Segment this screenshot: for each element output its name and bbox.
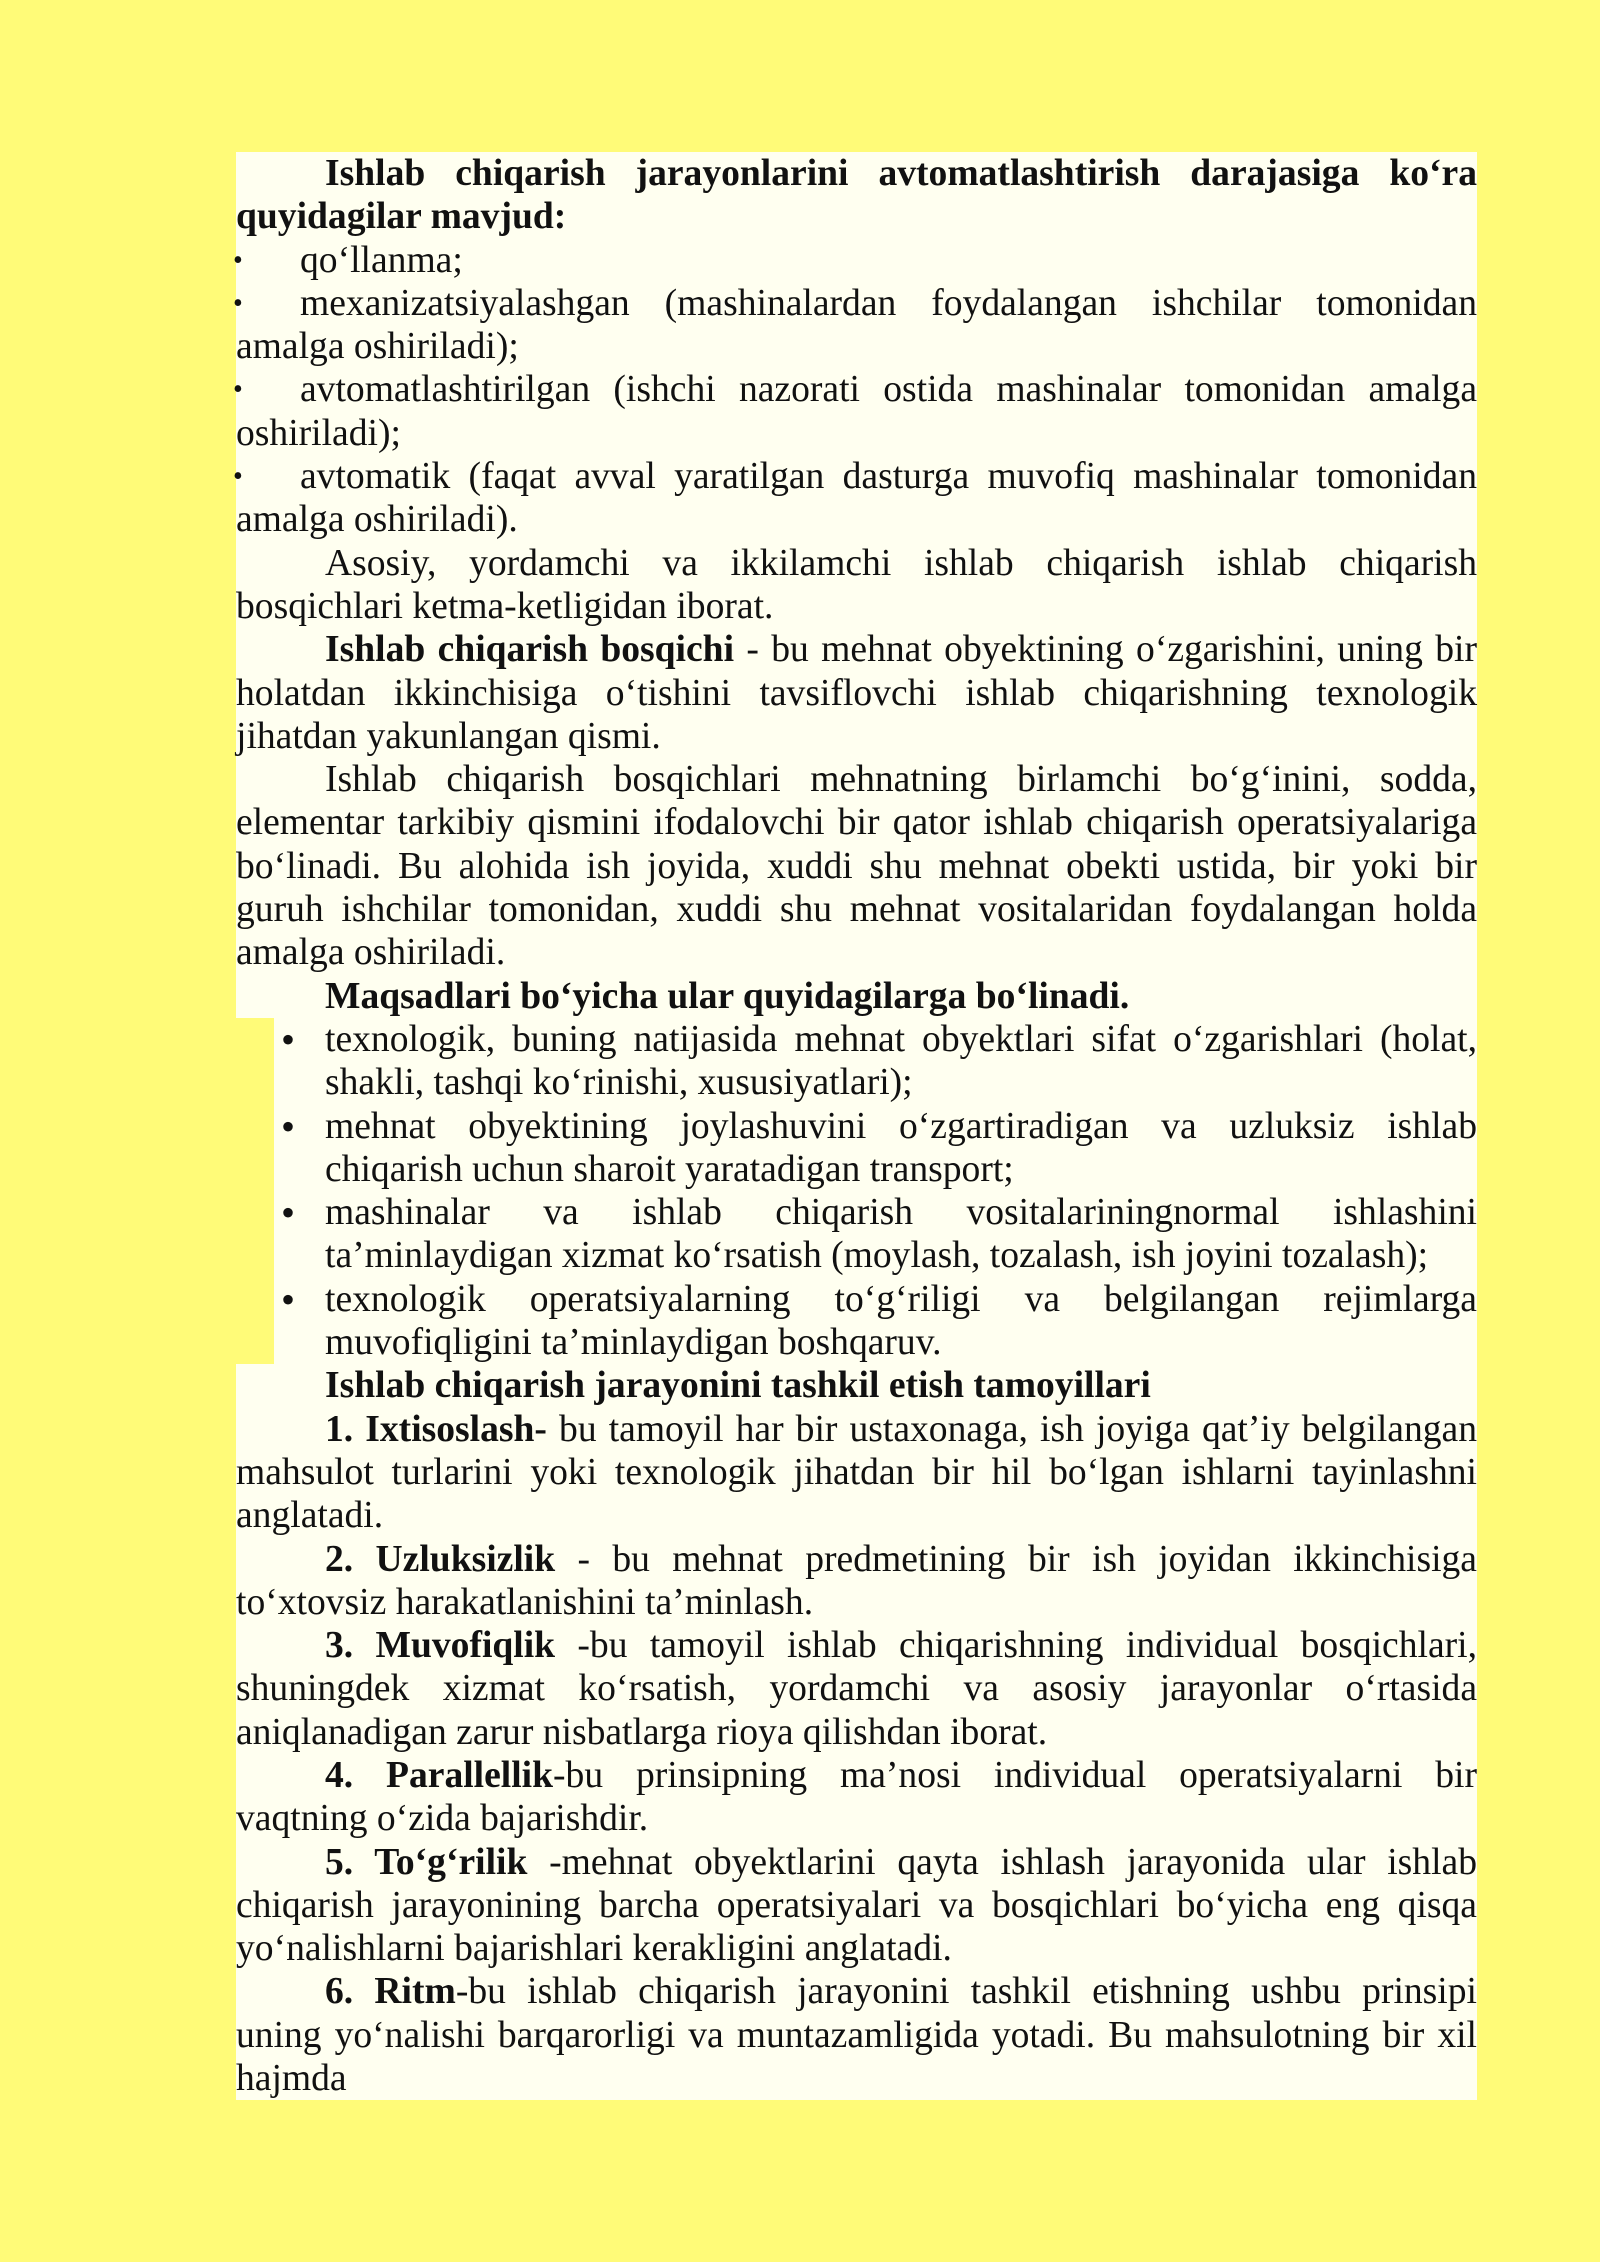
principle-paragraph bbox=[236, 1841, 1477, 1971]
principle-text: - bu mehnat predmetining bir ish joyidan ikkinchisiga to‘xtovsiz harakatlanishini ta’minlash. bbox=[236, 1538, 1477, 1623]
principle-text: -bu prinsipning ma’nosi individual operatsiyalarni bir vaqtning o‘zida bajarishdir. bbox=[236, 1754, 1477, 1840]
list-item bbox=[233, 455, 1477, 542]
list-item-text: mexanizatsiyalashgan (mashinalardan foydalangan ishchilar tomonidan amalga oshiriladi); bbox=[236, 282, 1477, 368]
principle-paragraph bbox=[236, 1970, 1477, 2100]
principles-heading: Ishlab chiqarish jarayonini tashkil etish tamoyillari bbox=[236, 1364, 1477, 1407]
principle-text: bu tamoyil har bir ustaxonaga, ish joyiga qat’iy belgilangan mahsulot turlarini yoki texnologik jihatdan bir hil bo‘lgan ishlarni tayinlashni anglatadi. bbox=[236, 1408, 1478, 1537]
stage-operations-paragraph: Ishlab chiqarish bosqichlari mehnatning birlamchi bo‘g‘inini, sodda, elementar tarkibiy qismini ifodalovchi bir qator ishlab chiqarish operatsiyalariga bo‘linadi. Bu alohida ish joyida, xuddi shu mehnat obekti ustida, bir yoki bir guruh ishchilar tomonidan, xuddi shu mehnat vositalaridan foydalangan holda amalga oshiriladi. bbox=[236, 759, 1477, 974]
list-item-text: avtomatlashtirilgan (ishchi nazorati ostida mashinalar tomonidan amalga oshiriladi); bbox=[236, 369, 1477, 454]
automation-levels-heading: Ishlab chiqarish jarayonlarini avtomatlashtirish darajasiga ko‘ra quyidagilar mavjud: bbox=[236, 153, 1477, 238]
list-item bbox=[233, 239, 1477, 282]
list-item bbox=[274, 1105, 1477, 1192]
principle-text: -mehnat obyektlarini qayta ishlash jarayonida ular ishlab chiqarish jarayonining barcha operatsiyalari va bosqichlari bo‘yicha eng qisqa yo‘nalishlarni bajarishlari kerakligini anglatadi. bbox=[236, 1841, 1477, 1970]
page-text bbox=[233, 152, 1478, 2100]
bullet-icon: • bbox=[233, 287, 243, 319]
list-item-text: mehnat obyektining joylashuvini o‘zgartiradigan va uzluksiz ishlab chiqarish uchun sharoit yaratadigan transport; bbox=[325, 1105, 1477, 1190]
principle-paragraph bbox=[236, 1624, 1477, 1754]
principle-term: 1. Ixtisoslash- bbox=[325, 1408, 547, 1450]
purposes-list bbox=[274, 1018, 1477, 1364]
list-item-text: avtomatik (faqat avval yaratilgan dasturga muvofiq mashinalar tomonidan amalga oshiriladi). bbox=[236, 456, 1477, 541]
purposes-heading: Maqsadlari bo‘yicha ular quyidagilarga bo‘linadi. bbox=[236, 975, 1477, 1018]
list-item bbox=[274, 1278, 1477, 1365]
bullet-icon: • bbox=[233, 374, 243, 406]
list-item-text: qo‘llanma; bbox=[300, 239, 463, 281]
principle-term: 4. Parallellik bbox=[325, 1754, 554, 1796]
list-item bbox=[233, 368, 1477, 455]
list-item-text: mashinalar va ishlab chiqarish vositalariningnormal ishlashini ta’minlaydigan xizmat ko‘rsatish (moylash, tozalash, ish joyini tozalash); bbox=[325, 1192, 1477, 1277]
stage-definition-paragraph bbox=[236, 628, 1477, 758]
principle-paragraph bbox=[236, 1538, 1477, 1625]
bullet-icon: • bbox=[281, 1276, 296, 1322]
list-item-text: texnologik, buning natijasida mehnat obyektlari sifat o‘zgarishlari (holat, shakli, tashqi ko‘rinishi, xususiyatlari); bbox=[325, 1018, 1477, 1104]
bullet-icon: • bbox=[281, 1016, 296, 1062]
principle-text: -bu ishlab chiqarish jarayonini tashkil etishning ushbu prinsipi uning yo‘nalishi barqarorligi va muntazamligida yotadi. Bu mahsulotning bir xil hajmda bbox=[236, 1971, 1477, 2100]
stage-definition-term: Ishlab chiqarish bosqichi bbox=[325, 629, 735, 671]
principle-term: 5. To‘g‘rilik bbox=[325, 1841, 528, 1883]
bullet-icon: • bbox=[233, 461, 243, 493]
stage-definition-text: - bu mehnat obyektining o‘zgarishini, uning bir holatdan ikkinchisiga o‘tishini tavsiflovchi ishlab chiqarishning texnologik jihatdan yakunlangan qismi. bbox=[236, 629, 1477, 757]
list-item-text: texnologik operatsiyalarning to‘g‘riligi va belgilangan rejimlarga muvofiqligini ta’minlaydigan boshqaruv. bbox=[325, 1278, 1477, 1364]
bullet-icon: • bbox=[281, 1190, 296, 1236]
principle-term: 3. Muvofiqlik bbox=[325, 1625, 556, 1667]
principle-term: 2. Uzluksizlik bbox=[325, 1538, 556, 1580]
principle-paragraph bbox=[236, 1754, 1477, 1841]
list-item bbox=[274, 1191, 1477, 1278]
principle-paragraph bbox=[236, 1408, 1477, 1538]
stages-sequence-paragraph: Asosiy, yordamchi va ikkilamchi ishlab chiqarish ishlab chiqarish bosqichlari ketma-ketligidan iborat. bbox=[236, 542, 1477, 627]
list-item bbox=[274, 1018, 1477, 1105]
principle-term: 6. Ritm bbox=[325, 1971, 456, 2013]
bullet-icon: • bbox=[233, 244, 243, 276]
principle-text: -bu tamoyil ishlab chiqarishning individual bosqichlari, shuningdek xizmat ko‘rsatish, yordamchi va asosiy jarayonlar o‘rtasida aniqlanadigan zarur nisbatlarga rioya qilishdan iborat. bbox=[236, 1625, 1477, 1753]
list-item bbox=[233, 282, 1477, 369]
automation-levels-list bbox=[233, 239, 1477, 542]
bullet-icon: • bbox=[281, 1103, 296, 1149]
